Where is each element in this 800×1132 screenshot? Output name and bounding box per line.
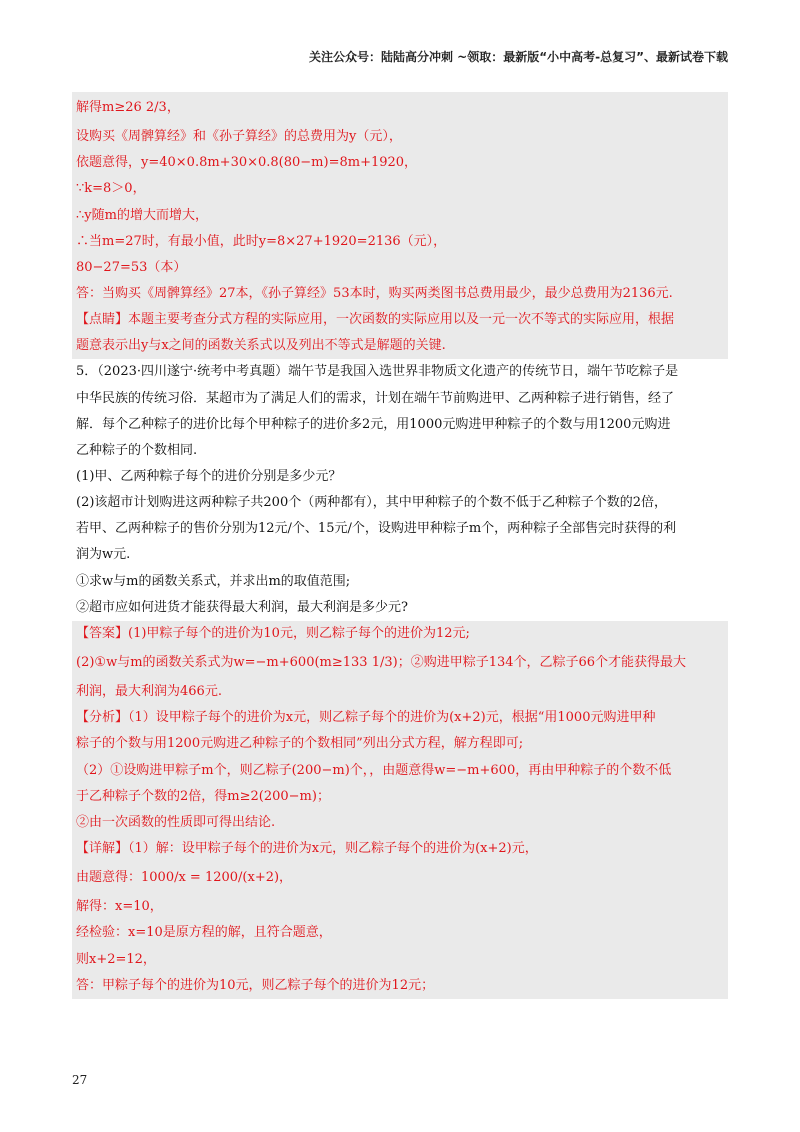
text-line: 答：当购买《周髀算经》27本，《孙子算经》53本时，购买两类图书总费用最少，最少总费用为2136元. <box>72 281 728 307</box>
text-line: 设购买《周髀算经》和《孙子算经》的总费用为y（元）， <box>72 124 728 150</box>
text-line: 乙种粽子的个数相同. <box>76 442 198 458</box>
text-line: （2）①设购进甲粽子m个，则乙粽子(200−m)个，，由题意得w=−m+600，再由甲种粽子的个数不低 <box>72 758 728 784</box>
text-line: 【分析】（1）设甲粽子每个的进价为x元，则乙粽子每个的进价为(x+2)元，根据“用1000元购进甲种 <box>72 705 728 731</box>
text-line: 由题意得：1000/x = 1200/(x+2)， <box>72 862 728 894</box>
text-line: ∴y随m的增大而增大， <box>72 203 728 229</box>
text-line: 则x+2=12， <box>72 947 728 973</box>
text-line: 【点睛】本题主要考查分式方程的实际应用，一次函数的实际应用以及一元一次不等式的实际应用，根据 <box>72 307 728 333</box>
text-line: 5．（2023·四川遂宁·统考中考真题）端午节是我国入选世界非物质文化遗产的传统节日，端午节吃粽子是 <box>76 364 679 380</box>
text-line: 若甲、乙两种粽子的售价分别为12元/个、15元/个，设购进甲种粽子m个，两种粽子全部售完时获得的利 <box>76 521 677 537</box>
text-line: (1)甲、乙两种粽子每个的进价分别是多少元？ <box>76 468 342 484</box>
document-body <box>72 92 728 999</box>
text-line: 于乙种粽子个数的2倍，得m≥2(200−m)； <box>72 784 728 810</box>
text-line: 润为w元. <box>76 547 131 563</box>
text-line: 解得：x=10， <box>72 894 728 920</box>
page-number: 27 <box>72 1073 88 1087</box>
text-line: ②由一次函数的性质即可得出结论. <box>72 810 728 836</box>
text-line: 答：甲粽子每个的进价为10元，则乙粽子每个的进价为12元； <box>72 973 728 999</box>
text-line: 解得m≥26 2/3， <box>72 92 728 124</box>
text-line: ②超市应如何进货才能获得最大利润，最大利润是多少元? <box>76 599 408 615</box>
page-header: 关注公众号：陆陆高分冲刺 ~领取：最新版“小中高考-总复习”、最新试卷下载 <box>309 50 728 64</box>
text-line: ∵k=8＞0， <box>72 176 728 202</box>
text-line: 【详解】（1）解：设甲粽子每个的进价为x元，则乙粽子每个的进价为(x+2)元， <box>72 836 728 862</box>
text-line: 【答案】(1)甲粽子每个的进价为10元，则乙粽子每个的进价为12元; <box>72 621 728 647</box>
text-line: (2)①w与m的函数关系式为w=−m+600(m≥133 1/3)；②购进甲粽子134个，乙粽子66个才能获得最大 <box>72 647 728 679</box>
text-line: 利润，最大利润为466元. <box>72 679 728 705</box>
text-line: 粽子的个数与用1200元购进乙种粽子的个数相同”列出分式方程，解方程即可; <box>72 731 728 757</box>
text-line: 解．每个乙种粽子的进价比每个甲种粽子的进价多2元，用1000元购进甲种粽子的个数与用1200元购进 <box>76 416 671 432</box>
text-line: 80−27=53（本） <box>72 255 728 281</box>
text-line: 经检验：x=10是原方程的解，且符合题意， <box>72 920 728 946</box>
text-line: ①求w与m的函数关系式，并求出m的取值范围; <box>76 573 351 589</box>
text-line: (2)该超市计划购进这两种粽子共200个（两种都有），其中甲种粽子的个数不低于乙种粽子个数的2倍， <box>76 495 667 511</box>
text-line: 题意表示出y与x之间的函数关系式以及列出不等式是解题的关键. <box>72 333 728 359</box>
text-line: 中华民族的传统习俗．某超市为了满足人们的需求，计划在端午节前购进甲、乙两种粽子进行销售，经了 <box>76 390 675 406</box>
text-line: 依题意得，y=40×0.8m+30×0.8(80−m)=8m+1920， <box>72 150 728 176</box>
text-line: ∴当m=27时，有最小值，此时y=8×27+1920=2136（元）， <box>72 229 728 255</box>
